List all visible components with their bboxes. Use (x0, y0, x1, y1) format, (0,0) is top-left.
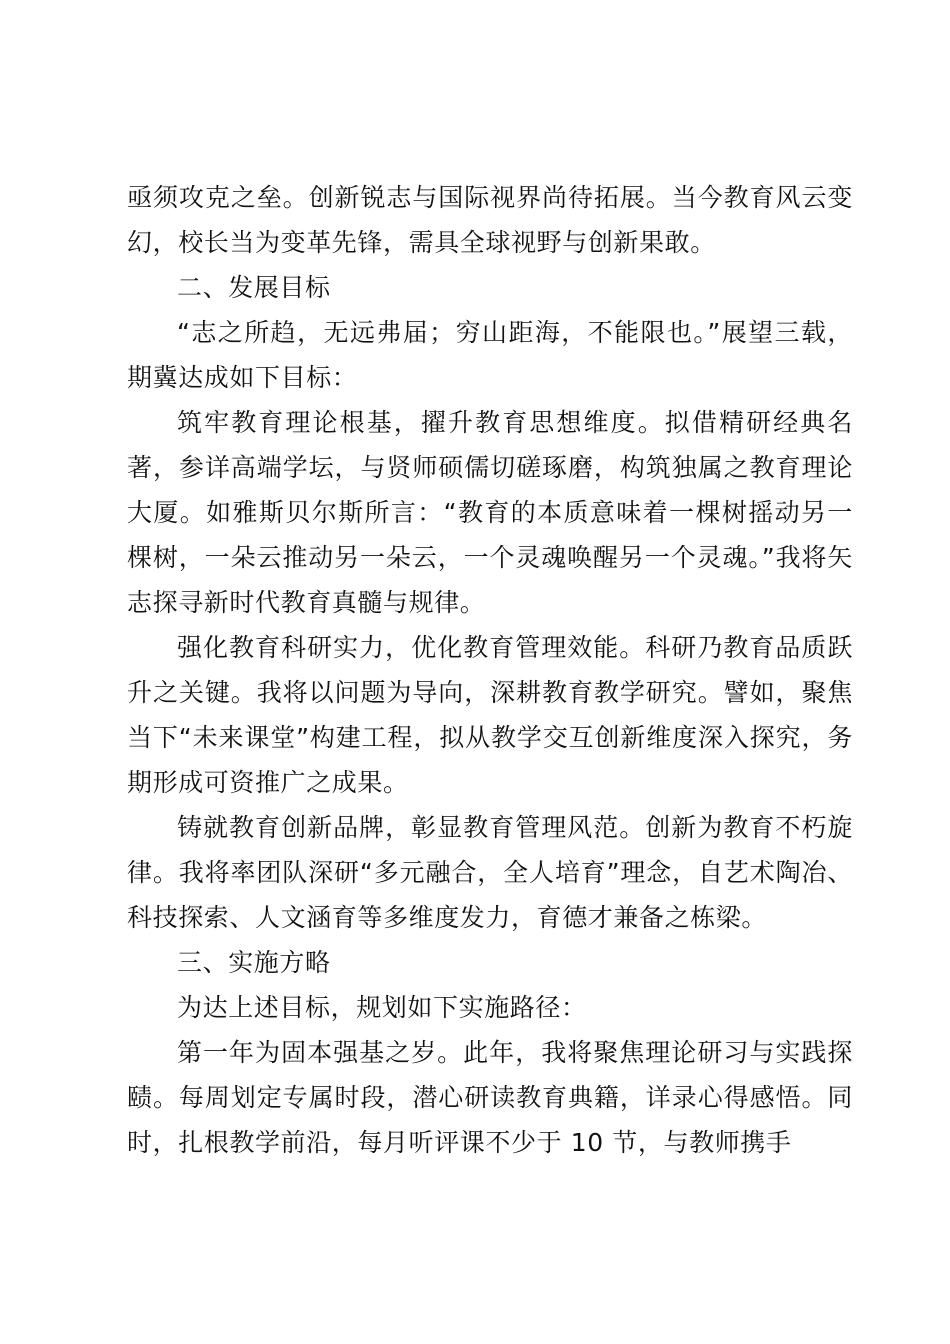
section-heading-implementation: 三、实施方略 (177, 948, 331, 977)
paragraph-continuation: 亟须攻克之垒。创新锐志与国际视界尚待拓展。当今教育风云变幻，校长当为变革先锋，需具全球视野与创新果敢。 (127, 183, 853, 257)
paragraph-first-year: 第一年为固本强基之岁。此年，我将聚焦理论研习与实践探赜。每周划定专属时段，潜心研读教育典籍，详录心得感悟。同时，扎根教学前沿，每月听评课不少于 10 节，与教师携手 (127, 1038, 853, 1157)
paragraph-goal-innovation: 铸就教育创新品牌，彰显教育管理风范。创新为教育不朽旋律。我将率团队深研“多元融合，全人培育”理念，自艺术陶冶、科技探索、人文涵育等多维度发力，育德才兼备之栋梁。 (127, 813, 853, 932)
document-body (127, 175, 853, 1165)
paragraph-goals-intro: “志之所趋，无远弗届；穷山距海，不能限也。”展望三载，期冀达成如下目标： (127, 318, 853, 392)
paragraph-implementation-intro: 为达上述目标，规划如下实施路径： (177, 993, 587, 1022)
section-heading-development-goals: 二、发展目标 (177, 273, 331, 302)
paragraph-goal-research: 强化教育科研实力，优化教育管理效能。科研乃教育品质跃升之关键。我将以问题为导向，深耕教育教学研究。譬如，聚焦当下“未来课堂”构建工程，拟从教学交互创新维度深入探究，务期形成可资推广之成果。 (127, 633, 853, 797)
paragraph-goal-theory: 筑牢教育理论根基，擢升教育思想维度。拟借精研经典名著，参详高端学坛，与贤师硕儒切磋琢磨，构筑独属之教育理论大厦。如雅斯贝尔斯所言：“教育的本质意味着一棵树摇动另一棵树，一朵云推动另一朵云，一个灵魂唤醒另一个灵魂。”我将矢志探寻新时代教育真髓与规律。 (127, 408, 853, 617)
